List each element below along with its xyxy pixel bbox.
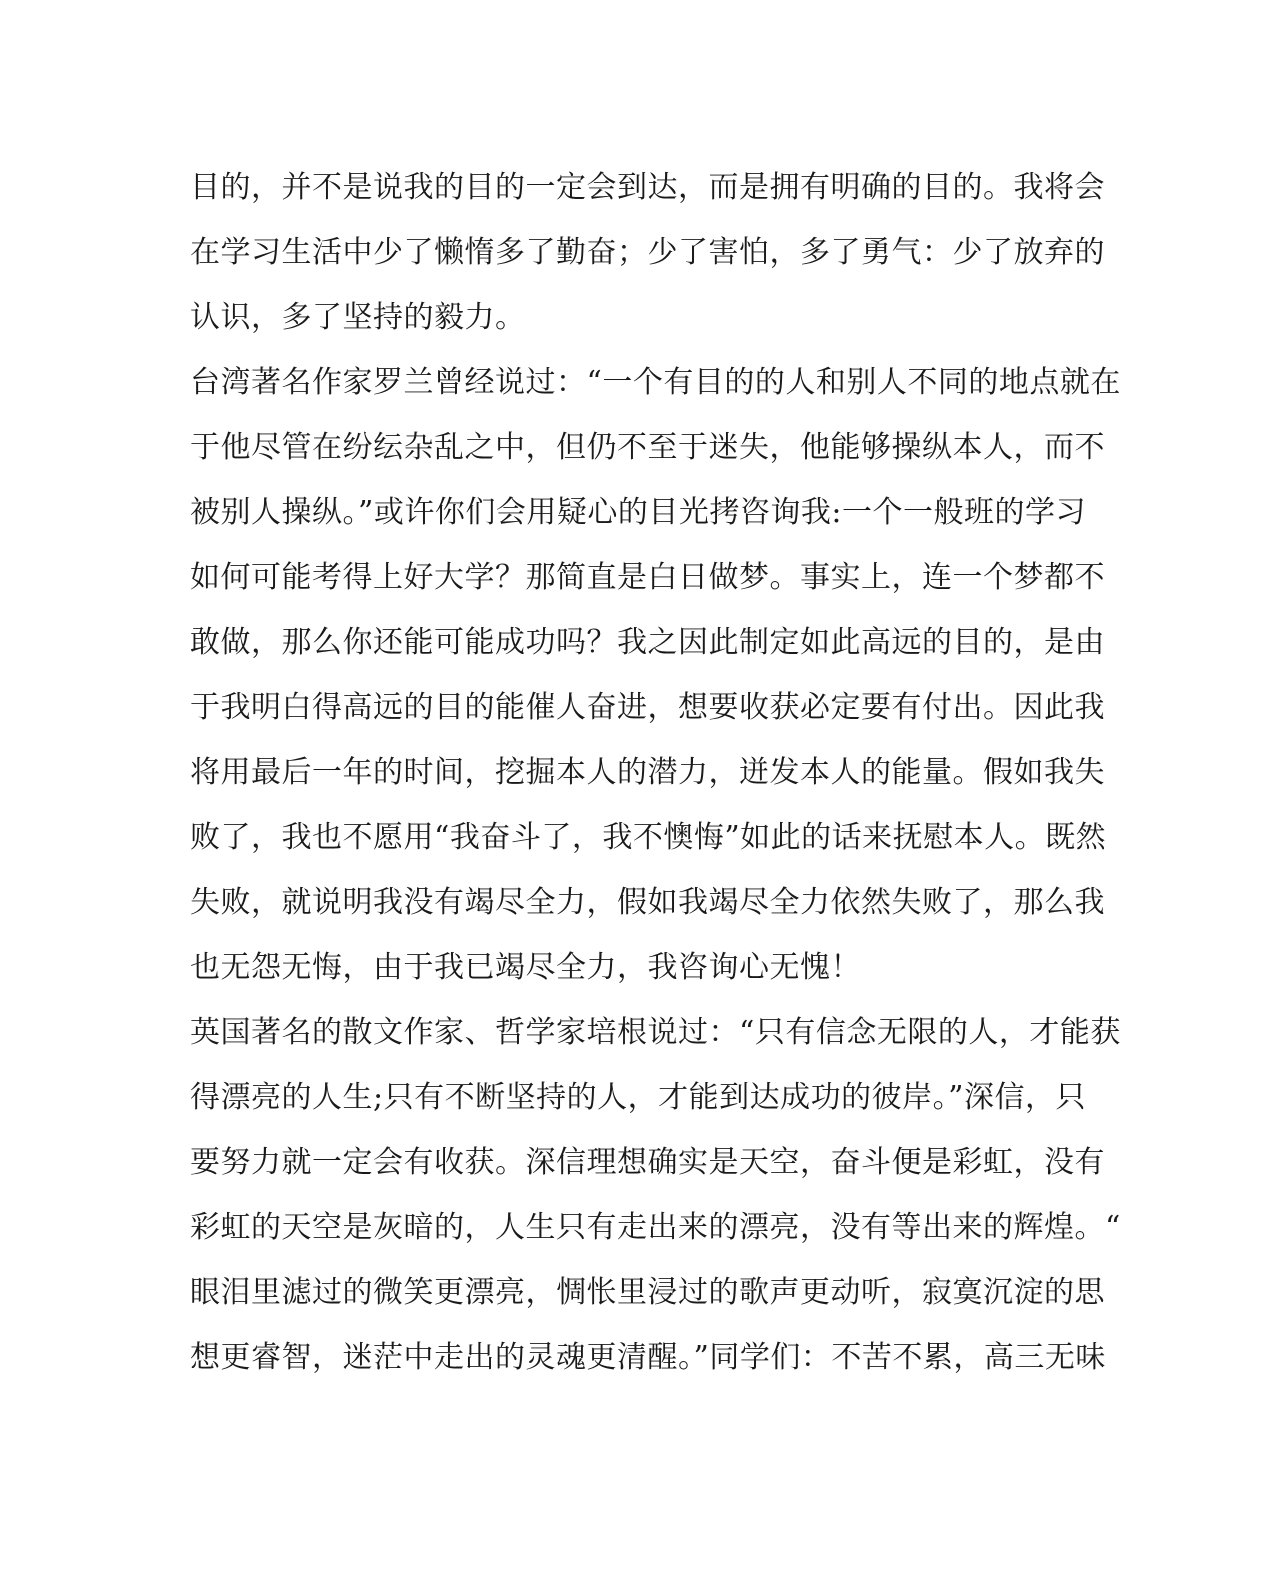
text-line: 认识，多了坚持的毅力。 <box>190 300 526 335</box>
text-line: 在学习生活中少了懒惰多了勤奋；少了害怕，多了勇气：少了放弃的 <box>190 235 1105 270</box>
text-line: 被别人操纵。”或许你们会用疑心的目光拷咨询我:一个一般班的学习 <box>190 495 1086 530</box>
text-line: 失败，就说明我没有竭尽全力，假如我竭尽全力依然失败了，那么我 <box>190 885 1105 920</box>
text-line: 眼泪里滤过的微笑更漂亮，惆怅里浸过的歌声更动听，寂寞沉淀的思 <box>190 1275 1105 1310</box>
text-line: 于我明白得高远的目的能催人奋进，想要收获必定要有付出。因此我 <box>190 690 1105 725</box>
text-line: 要努力就一定会有收获。深信理想确实是天空，奋斗便是彩虹，没有 <box>190 1145 1105 1180</box>
text-line: 台湾著名作家罗兰曾经说过：“一个有目的的人和别人不同的地点就在 <box>190 365 1121 400</box>
text-line: 目的，并不是说我的目的一定会到达，而是拥有明确的目的。我将会 <box>190 170 1105 205</box>
text-line: 彩虹的天空是灰暗的，人生只有走出来的漂亮，没有等出来的辉煌。“ <box>190 1210 1121 1245</box>
text-line: 得漂亮的人生;只有不断坚持的人，才能到达成功的彼岸。”深信，只 <box>190 1080 1086 1115</box>
text-line: 如何可能考得上好大学？那简直是白日做梦。事实上，连一个梦都不 <box>190 560 1105 595</box>
document-body <box>190 155 1121 1390</box>
text-line: 也无怨无悔，由于我已竭尽全力，我咨询心无愧！ <box>190 950 861 985</box>
text-line: 于他尽管在纷纭杂乱之中，但仍不至于迷失，他能够操纵本人，而不 <box>190 430 1105 465</box>
text-line: 败了，我也不愿用“我奋斗了，我不懊悔”如此的话来抚慰本人。既然 <box>190 820 1107 855</box>
text-line: 敢做，那么你还能可能成功吗？我之因此制定如此高远的目的，是由 <box>190 625 1105 660</box>
text-line: 英国著名的散文作家、哲学家培根说过：“只有信念无限的人，才能获 <box>190 1015 1121 1050</box>
text-line: 将用最后一年的时间，挖掘本人的潜力，迸发本人的能量。假如我失 <box>190 755 1105 790</box>
text-line: 想更睿智，迷茫中走出的灵魂更清醒。”同学们：不苦不累，高三无味 <box>190 1340 1106 1375</box>
